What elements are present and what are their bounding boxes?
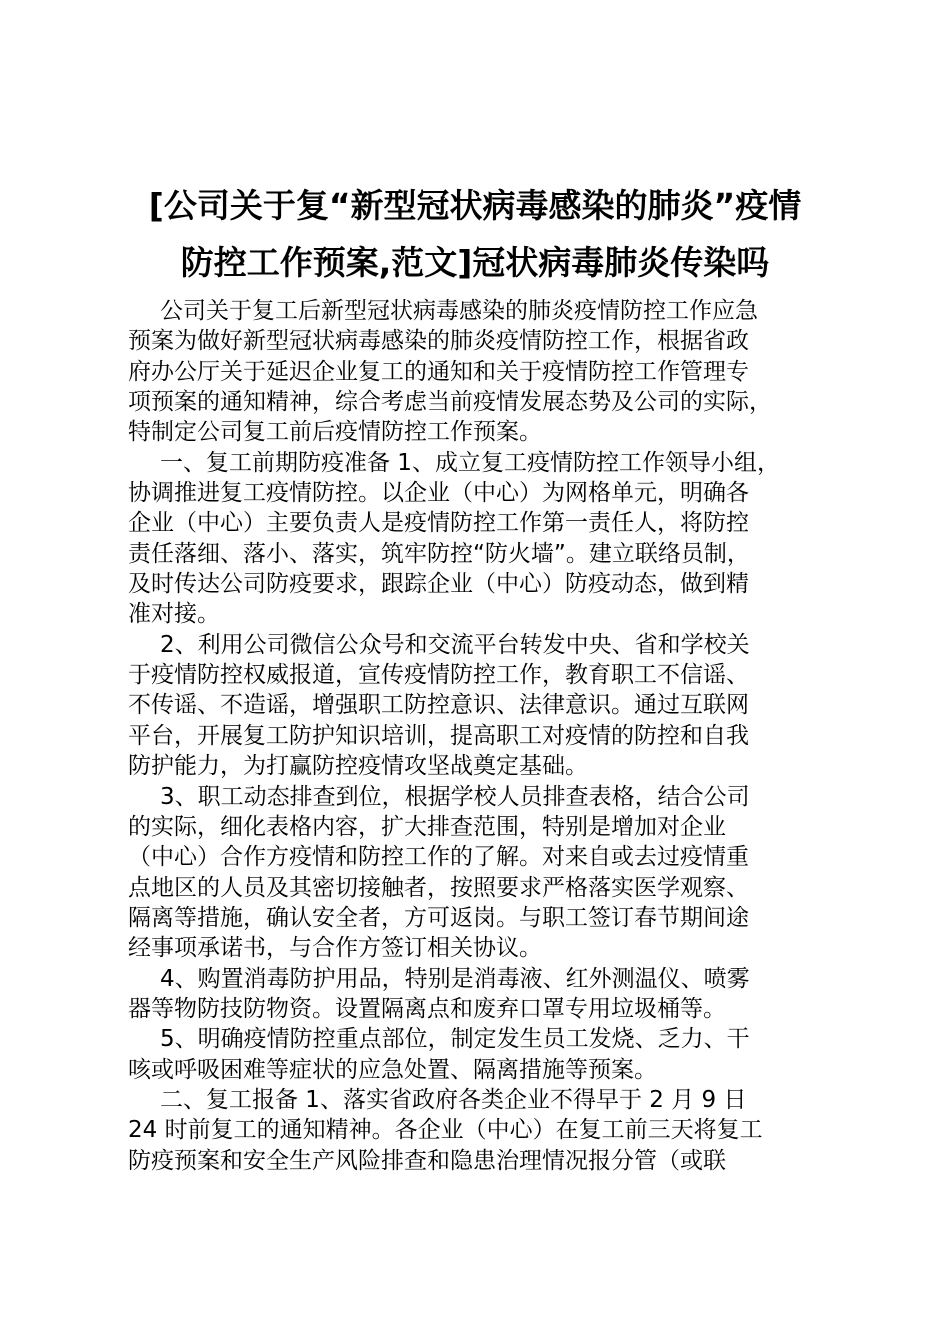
- text-line: 点地区的人员及其密切接触者，按照要求严格落实医学观察、: [128, 874, 749, 901]
- text-line: 责任落细、落小、落实，筑牢防控“防火墙”。建立联络员制，: [128, 540, 750, 567]
- text-line: 4、购置消毒防护用品，特别是消毒液、红外测温仪、喷雾: [160, 965, 750, 992]
- text-line: 二、复工报备 1、落实省政府各类企业不得早于 2 月 9 日: [160, 1086, 747, 1113]
- text-line: 平台，开展复工防护知识培训，提高职工对疫情的防控和自我: [128, 722, 749, 749]
- text-line: 的实际，细化表格内容，扩大排查范围，特别是增加对企业: [128, 813, 726, 840]
- text-line: 经事项承诺书，与合作方签订相关协议。: [128, 935, 542, 962]
- text-line: 防疫预案和安全生产风险排查和隐患治理情况报分管（或联: [128, 1147, 726, 1174]
- paragraph-section-1: [128, 448, 838, 630]
- text-line: 防护能力，为打赢防控疫情攻坚战奠定基础。: [128, 753, 588, 780]
- text-line: 企业（中心）主要负责人是疫情防控工作第一责任人，将防控: [128, 510, 749, 537]
- text-line: 准对接。: [128, 601, 220, 628]
- text-line: 5、明确疫情防控重点部位，制定发生员工发烧、乏力、干: [160, 1026, 750, 1053]
- text-line: 府办公厅关于延迟企业复工的通知和关于疫情防控工作管理专: [128, 358, 749, 385]
- paragraph-intro: [128, 296, 838, 448]
- text-line: 3、职工动态排查到位，根据学校人员排查表格，结合公司: [160, 783, 750, 810]
- text-line: 隔离等措施，确认安全者，方可返岗。与职工签订春节期间途: [128, 904, 749, 931]
- text-line: 不传谣、不造谣，增强职工防控意识、法律意识。通过互联网: [128, 692, 749, 719]
- paragraph-item-5: [128, 1024, 838, 1085]
- text-line: 2、利用公司微信公众号和交流平台转发中央、省和学校关: [160, 631, 750, 658]
- text-line: （中心）合作方疫情和防控工作的了解。对来自或去过疫情重: [128, 844, 749, 871]
- paragraph-section-2: [128, 1085, 838, 1176]
- document-title-line-2: 防控工作预案,范文]冠状病毒肺炎传染吗: [180, 243, 770, 282]
- paragraph-item-2: [128, 630, 838, 782]
- text-line: 协调推进复工疫情防控。以企业（中心）为网格单元，明确各: [128, 480, 749, 507]
- text-line: 特制定公司复工前后疫情防控工作预案。: [128, 419, 542, 446]
- text-line: 预案为做好新型冠状病毒感染的肺炎疫情防控工作，根据省政: [128, 328, 749, 355]
- text-line: 项预案的通知精神，综合考虑当前疫情发展态势及公司的实际，: [128, 389, 772, 416]
- paragraph-item-4: [128, 964, 838, 1025]
- text-line: 及时传达公司防疫要求，跟踪企业（中心）防疫动态，做到精: [128, 571, 749, 598]
- text-line: 于疫情防控权威报道，宣传疫情防控工作，教育职工不信谣、: [128, 662, 749, 689]
- text-line: 24 时前复工的通知精神。各企业（中心）在复工前三天将复工: [128, 1117, 763, 1144]
- document-body: [128, 296, 838, 1176]
- text-line: 器等物防技防物资。设置隔离点和废弃口罩专用垃圾桶等。: [128, 995, 726, 1022]
- paragraph-item-3: [128, 782, 838, 964]
- text-line: 一、复工前期防疫准备 1、成立复工疫情防控工作领导小组，: [160, 449, 780, 476]
- document-title-line-1: [公司关于复“新型冠状病毒感染的肺炎”疫情: [148, 186, 802, 225]
- text-line: 公司关于复工后新型冠状病毒感染的肺炎疫情防控工作应急: [160, 298, 758, 324]
- text-line: 咳或呼吸困难等症状的应急处置、隔离措施等预案。: [128, 1056, 657, 1083]
